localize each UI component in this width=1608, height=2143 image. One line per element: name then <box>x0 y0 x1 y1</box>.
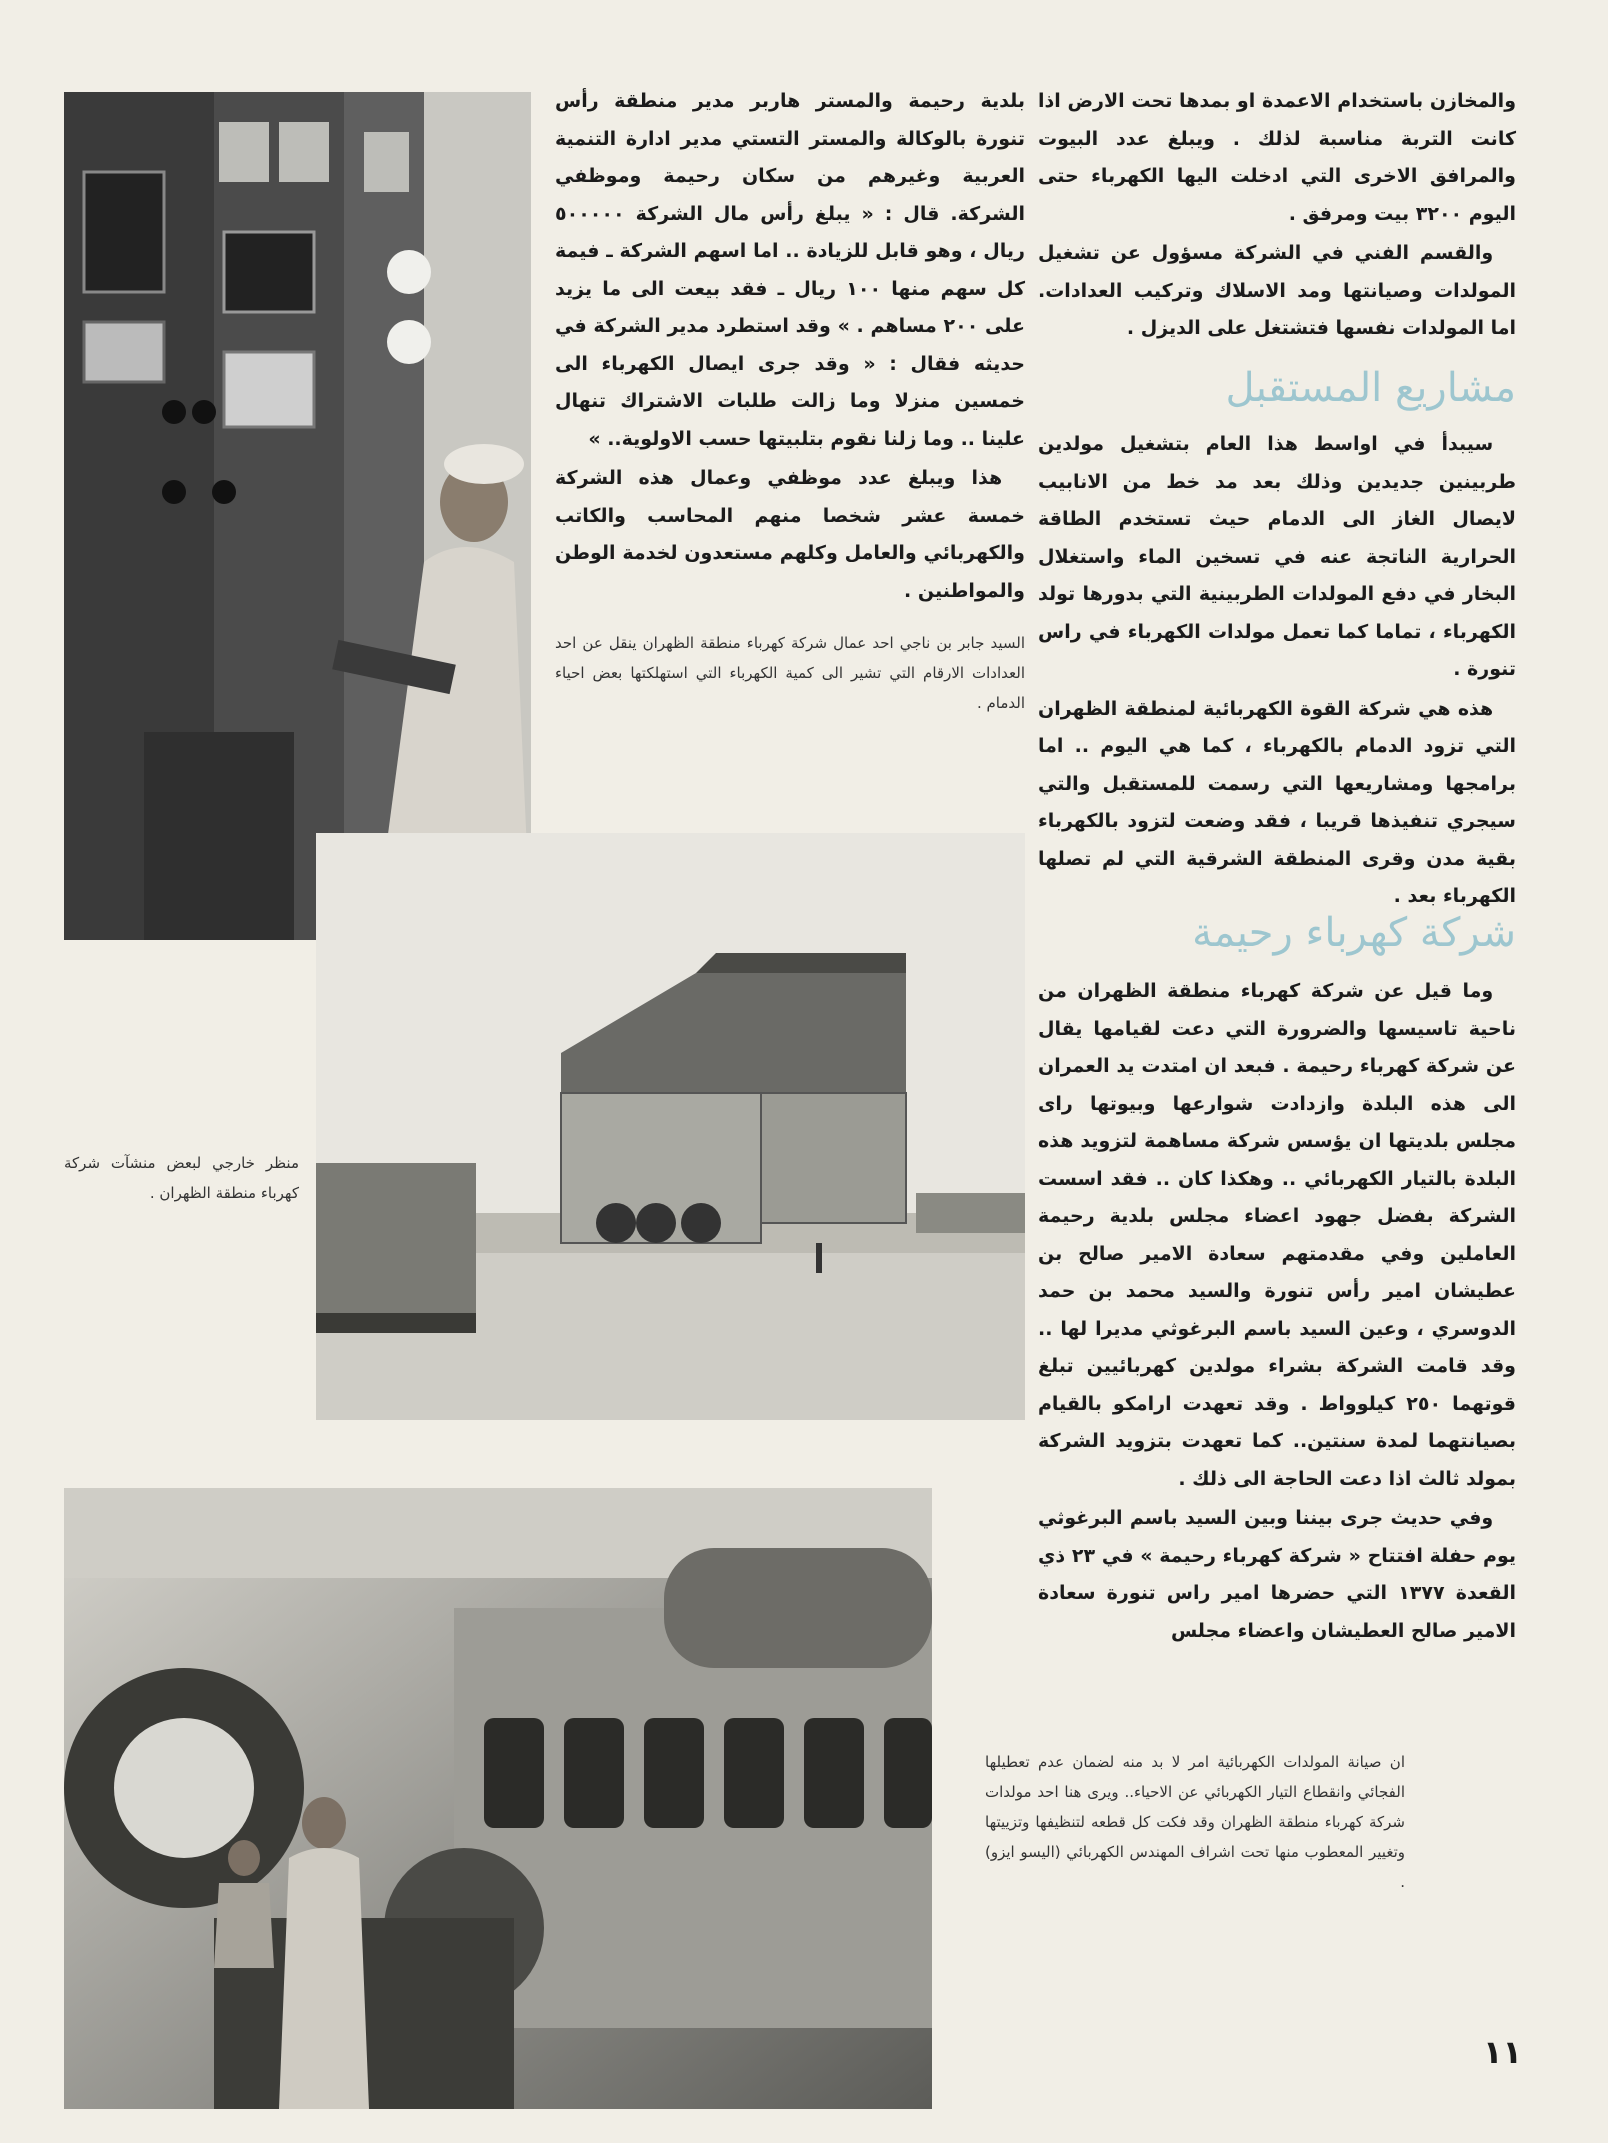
paragraph: هذه هي شركة القوة الكهربائية لمنطقة الظهران التي تزود الدمام بالكهرباء ، كما هي اليوم .. اما برامجها ومشاريعها التي رسمت للمستقبل والتي سيجري تنفيذها قريبا ، فقد وضعت لتزود بالكهرباء بقية مدن وقرى المنطقة الشرقية التي لم تصلها الكهرباء بعد . <box>1038 697 1516 907</box>
right-column <box>1038 83 1516 350</box>
right-column-section2 <box>1038 426 1516 918</box>
paragraph: والمخازن باستخدام الاعمدة او بمدها تحت الارض اذا كانت التربة مناسبة لذلك . ويبلغ عدد البيوت والمرافق الاخرى التي ادخلت اليها الكهرباء حتى اليوم ٣٢٠٠ بيت ومرفق . <box>1038 90 1516 225</box>
photo-station-exterior <box>316 833 1025 1420</box>
paragraph: وفي حديث جرى بيننا وبين السيد باسم البرغوثي يوم حفلة افتتاح « شركة كهرباء رحيمة » في ٢٣ ذي القعدة ١٣٧٧ التي حضرها امير راس تنورة سعادة الامير صالح العطيشان واعضاء مجلس <box>1038 1507 1517 1642</box>
paragraph: والقسم الفني في الشركة مسؤول عن تشغيل المولدات وصيانتها ومد الاسلاك وتركيب العدادات. اما المولدات نفسها فتشتغل على الديزل . <box>1038 242 1516 339</box>
caption-photo-generator: ان صيانة المولدات الكهربائية امر لا بد منه لضمان عدم تعطيلها الفجائي وانقطاع التيار الكهربائي عن الاحياء.. ويرى هنا احد مولدات شركة كهرباء منطقة الظهران وقد فكت كل قطعه لتنظيفها وتزييتها وتغيير المعطوب منها تحت اشراف المهندس الكهربائي (اليسو ايزو) . <box>985 1753 1405 1891</box>
paragraph: سيبدأ في اواسط هذا العام بتشغيل مولدين طربينين جديدين وذلك بعد مد خط من الانابيب لايصال الغاز الى الدمام حيث تستخدم الطاقة الحرارية الناتجة عنه في تسخين الماء واستغلال البخار في دفع المولدات الطربينية التي بدورها تولد الكهرباء ، تماما كما تعمل مولدات الكهرباء في راس تنورة . <box>1038 433 1516 680</box>
paragraph: هذا ويبلغ عدد موظفي وعمال هذه الشركة خمسة عشر شخصا منهم المحاسب والكاتب والكهربائي والعامل وكلهم مستعدون لخدمة الوطن والمواطنين . <box>555 467 1025 602</box>
caption-photo-exterior: منظر خارجي لبعض منشآت شركة كهرباء منطقة الظهران . <box>64 1154 299 1202</box>
page-number: ١١ <box>1483 2033 1523 2071</box>
photo-worker-control-panel <box>64 92 531 940</box>
photo-generator-maintenance <box>64 1488 932 2109</box>
section-heading-rahima-electricity: شركة كهرباء رحيمة <box>1192 910 1516 956</box>
paragraph: بلدية رحيمة والمستر هاربر مدير منطقة رأس تنورة بالوكالة والمستر التستي مدير ادارة التنمية العربية وغيرهم من سكان رحيمة وموظفي الشركة. قال : « يبلغ رأس مال الشركة ٥٠٠٠٠٠ ريال ، وهو قابل للزيادة .. اما اسهم الشركة ـ فيمة كل سهم منها ١٠٠ ريال ـ فقد بيعت الى ما يزيد على ٢٠٠ مساهم . » وقد استطرد مدير الشركة في حديثه فقال : « وقد جرى ايصال الكهرباء الى خمسين منزلا وما زالت طلبات الاشتراك تنهال علينا .. وما زلنا نقوم بتلبيتها حسب الاولوية.. » <box>555 90 1026 450</box>
section-heading-future-projects: مشاريع المستقبل <box>1225 365 1516 411</box>
paragraph: وما قيل عن شركة كهرباء منطقة الظهران من ناحية تاسيسها والضرورة التي دعت لقيامها يقال عن شركة كهرباء رحيمة . فبعد ان امتدت يد العمران الى هذه البلدة وازدادت شوارعها وبيوتها راى مجلس بلديتها ان يؤسس شركة مساهمة لتزويد هذه البلدة بالتيار الكهربائي .. وهكذا كان .. فقد اسست الشركة بفضل جهود اعضاء مجلس بلدية رحيمة العاملين وفي مقدمتهم سعادة الامير صالح بن عطيشان امير رأس تنورة والسيد محمد بن حمد الدوسري ، وعين السيد باسم البرغوثي مديرا لها .. وقد قامت الشركة بشراء مولدين كهربائيين تبلغ قوتهما ٢٥٠ كيلوواط . وقد تعهدت ارامكو بالقيام بصيانتهما لمدة سنتين.. كما تعهدت بتزويد الشركة بمولد ثالث اذا دعت الحاجة الى ذلك . <box>1038 980 1516 1490</box>
right-column-section3 <box>1038 973 1516 1652</box>
middle-column <box>555 83 1025 612</box>
caption-photo-worker: السيد جابر بن ناجي احد عمال شركة كهرباء منطقة الظهران ينقل عن احد العدادات الارقام التي تشير الى كمية الكهرباء التي استهلكتها بعض احياء الدمام . <box>555 634 1025 712</box>
